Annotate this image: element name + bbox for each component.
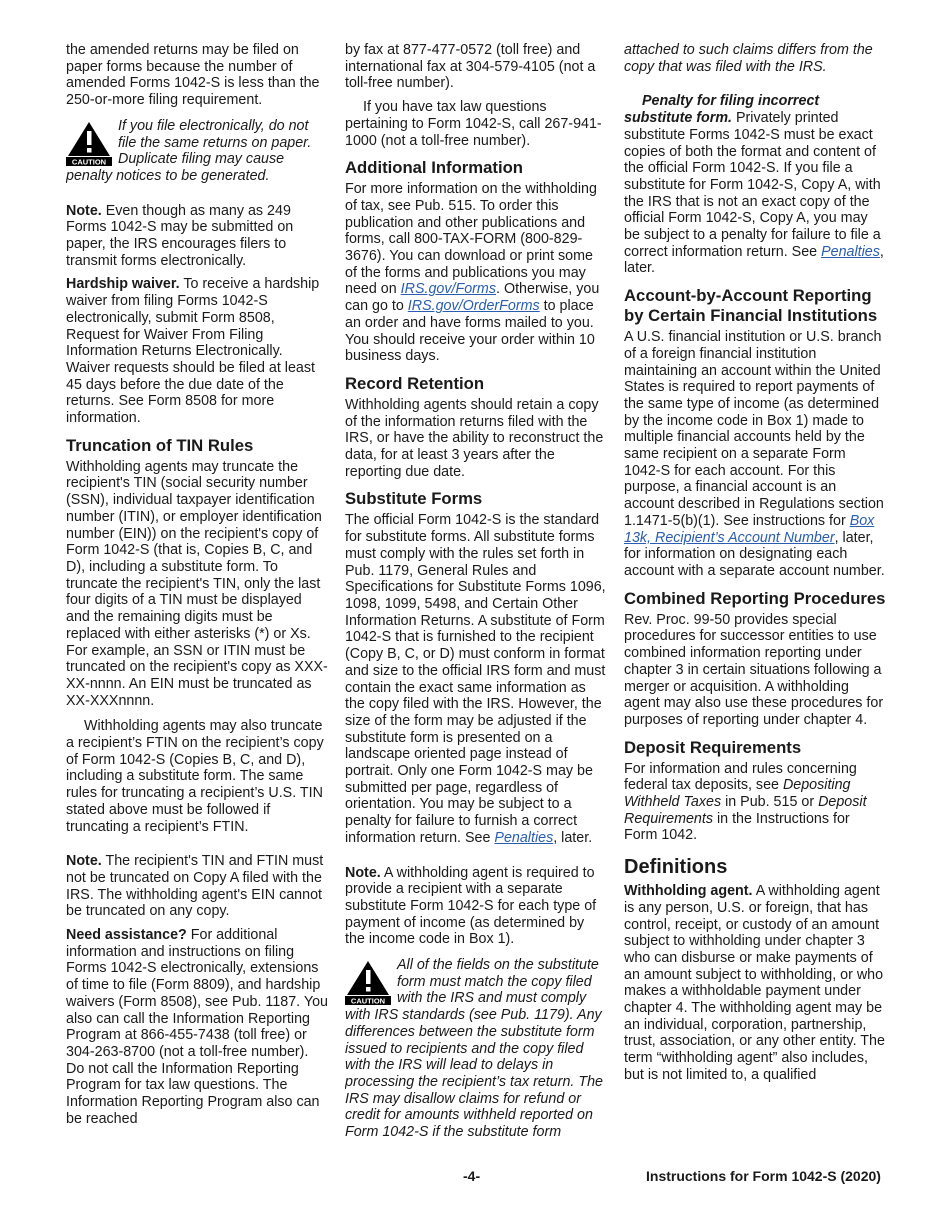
column-2 (345, 42, 607, 1141)
box-13k-link[interactable]: Box 13k, Recipient’s Account Number (624, 512, 875, 546)
section-heading-deposit-requirements: Deposit Requirements (624, 737, 802, 757)
hardship-waiver-label: Hardship waiver. (66, 276, 180, 293)
caution-continuation: attached to such claims differs from the copy that was filed with the IRS. (624, 42, 873, 75)
column-3 (624, 42, 886, 1084)
caution-icon (345, 959, 391, 1005)
truncation-paragraph-2: Withholding agents may also truncate a recipient’s FTIN on the recipient’s copy of Form 1042-S (Copies B, C, and D), including a substitute form. The same rules for truncating a recipient’s U.S. TIN stated above must be followed if truncating a recipient’s FTIN. (66, 718, 324, 835)
section-heading-additional-information: Additional Information (345, 158, 523, 178)
note-paragraph: Note. Even though as many as 249 Forms 1042-S may be submitted on paper, the IRS encourages filers to transmit forms electronically. (66, 202, 294, 269)
note-paragraph: Note. A withholding agent is required to provide a recipient with a separate substitute Form 1042-S for each type of payment of income (as determined by the income code in Box 1). (345, 864, 597, 948)
record-retention-paragraph: Withholding agents should retain a copy of the information returns filed with the IRS, or have the ability to reconstruct the data, for at least 3 years after the reporting due date. (345, 396, 604, 480)
penalties-link[interactable]: Penalties (821, 243, 880, 260)
page-number: -4- (463, 1168, 481, 1184)
note-label: Note. (66, 853, 102, 870)
section-heading-combined-reporting: Combined Reporting Procedures (624, 588, 886, 608)
penalty-paragraph: Penalty for filing incorrect substitute form. Privately printed substitute Forms 1042-S must be exact copies of both the format and content of the official Form 1042-S. If you file a substitute for Form 1042-S, Copy A, with the IRS that is not an exact copy of the official Form 1042-S, Copy A, you may be subject to a penalty for failure to file a correct information return. See Penalties, later. (624, 93, 884, 277)
caution-box (345, 957, 607, 1141)
need-assistance-paragraph: Need assistance? For additional information and instructions on filing Forms 1042-S electronically, extensions of time to file (Form 8809), and hardship waivers (Form 8508), see Pub. 1187. You also can call the Information Reporting Program at 866-455-7438 (toll free) or 304-263-8700 (not a toll-free number). Do not call the Information Reporting Program for tax law questions. The Information Reporting Program also can be reached (66, 927, 328, 1127)
svg-text:CAUTION: CAUTION (71, 157, 107, 166)
section-heading-record-retention: Record Retention (345, 373, 485, 393)
section-heading-account-reporting: Account-by-Account Reporting by Certain Financial Institutions (624, 286, 878, 326)
truncation-paragraph-1: Withholding agents may truncate the recipient's TIN (social security number (SSN), individual taxpayer identification number (ITIN), or employer identification number (EIN)) on the recipient's copy of Form 1042-S (that is, Copies B, C, and D), including a substitute form. To truncate the recipient's TIN, only the last four digits of a TIN must be displayed and the remaining digits must be replaced with either asterisks (*) or Xs. For example, an SSN or ITIN must be truncated on the recipient's copy as XXX-XX-nnnn. An EIN must be truncated as XX-XXXnnnn. (66, 458, 328, 709)
paragraph-continuation: by fax at 877-477-0572 (toll free) and international fax at 304-579-4105 (not a toll-free number). (345, 42, 596, 92)
note-label: Note. (66, 202, 102, 219)
section-heading-definitions: Definitions (624, 856, 728, 879)
section-heading-substitute-forms: Substitute Forms (345, 489, 483, 509)
substitute-forms-paragraph: The official Form 1042-S is the standard for substitute forms. All substitute forms must comply with the rules set forth in Pub. 1179, General Rules and Specifications for Substitute Forms 1096, 1098, 1099, 5498, and Certain Other Information Returns. A substitute of Form 1042-S that is furnished to the recipient (Copy B, C, or D) must conform in format and size to the official IRS form and must contain the exact same information as the copy filed with the IRS. However, the size of the form may be adjusted if the substitute form is presented on a landscape oriented page instead of portrait. Only one Form 1042-S may be submitted per page, regardless of orientation. You may be subject to a penalty for failure to furnish a correct information return. See Penalties, later. (345, 512, 606, 846)
irs-order-forms-link[interactable]: IRS.gov/OrderForms (407, 298, 540, 315)
caution-box (66, 118, 328, 185)
section-heading-truncation: Truncation of TIN Rules (66, 435, 254, 455)
need-assistance-label: Need assistance? (66, 927, 187, 944)
withholding-agent-label: Withholding agent. (624, 883, 753, 900)
tax-law-questions-paragraph: If you have tax law questions pertaining to Form 1042-S, call 267-941-1000 (not a toll-free number). (345, 99, 602, 149)
penalty-label: Penalty for filing incorrect substitute form. (624, 93, 820, 127)
irs-forms-link[interactable]: IRS.gov/Forms (400, 281, 496, 298)
deposit-requirements-paragraph: For information and rules concerning federal tax deposits, see Depositing Withheld Taxes in Pub. 515 or Deposit Requirements in the Instructions for Form 1042. (624, 760, 867, 844)
column-1 (66, 42, 328, 1127)
svg-text:CAUTION: CAUTION (350, 996, 386, 1006)
note-label: Note. (345, 864, 381, 881)
combined-reporting-paragraph: Rev. Proc. 99-50 provides special procedures for successor entities to use combined information reporting under chapter 3 in certain situations following a merger or acquisition. A withholding agent may also use these procedures for purposes of reporting under chapter 4. (624, 611, 884, 728)
hardship-waiver-paragraph: Hardship waiver. To receive a hardship waiver from filing Forms 1042-S electronically, submit Form 8508, Request for Waiver From Filing Information Returns Electronically. Waiver requests should be filed at least 45 days before the due date of the returns. See Form 8508 for more information. (66, 276, 320, 427)
caution-icon (66, 120, 112, 166)
account-reporting-paragraph: A U.S. financial institution or U.S. branch of a foreign financial institution maintaining an account within the United States is required to report payments of the same type of income (as determined by the income code in Box 1) made to multiple financial accounts held by the same recipient on a separate Form 1042-S for each account. For this purpose, a financial account is an account described in Regulations section 1.1471-5(b)(1). See instructions for Box 13k, Recipient’s Account Number, later, for information on designating each account with a separate account number. (624, 329, 885, 579)
additional-information-paragraph: For more information on the withholding of tax, see Pub. 515. To order this publication and other publications and forms, call 800-TAX-FORM (800-829-3676). You can download or print some of the forms and publications you may need on IRS.gov/Forms. Otherwise, you can go to IRS.gov/OrderForms to place an order and have forms mailed to you. You should receive your order within 10 business days. (345, 181, 600, 365)
caution-text: If you file electronically, do not file the same returns on paper. Duplicate filing may cause penalty notices to be generated. (66, 117, 312, 184)
note-paragraph-2: Note. The recipient's TIN and FTIN must not be truncated on Copy A filed with the IRS. The withholding agent's EIN cannot be truncated on any copy. (66, 853, 324, 920)
withholding-agent-paragraph: Withholding agent. A withholding agent is any person, U.S. or foreign, that has control, receipt, or custody of an amount subject to withholding under chapter 3 who can disburse or make payments of an amount subject to withholding, or who makes a withholdable payment under chapter 4. The withholding agent may be an individual, corporation, partnership, trust, association, or any other entity. The term “withholding agent” also includes, but is not limited to, a qualified (624, 883, 885, 1083)
footer-title: Instructions for Form 1042-S (2020) (646, 1168, 881, 1184)
caution-text: All of the fields on the substitute form must match the copy filed with the IRS and must comply with IRS standards (see Pub. 1179). Any differences between the substitute form issued to recipients and the copy filed with the IRS will lead to delays in processing the recipient’s tax return. The IRS may disallow claims for refund or credit for amounts withheld reported on Form 1042-S if the substitute form (345, 957, 604, 1141)
paragraph-continuation: the amended returns may be filed on paper forms because the number of amended Forms 1042-S is less than the 250-or-more filing requirement. (66, 42, 320, 109)
penalties-link[interactable]: Penalties (494, 829, 554, 846)
